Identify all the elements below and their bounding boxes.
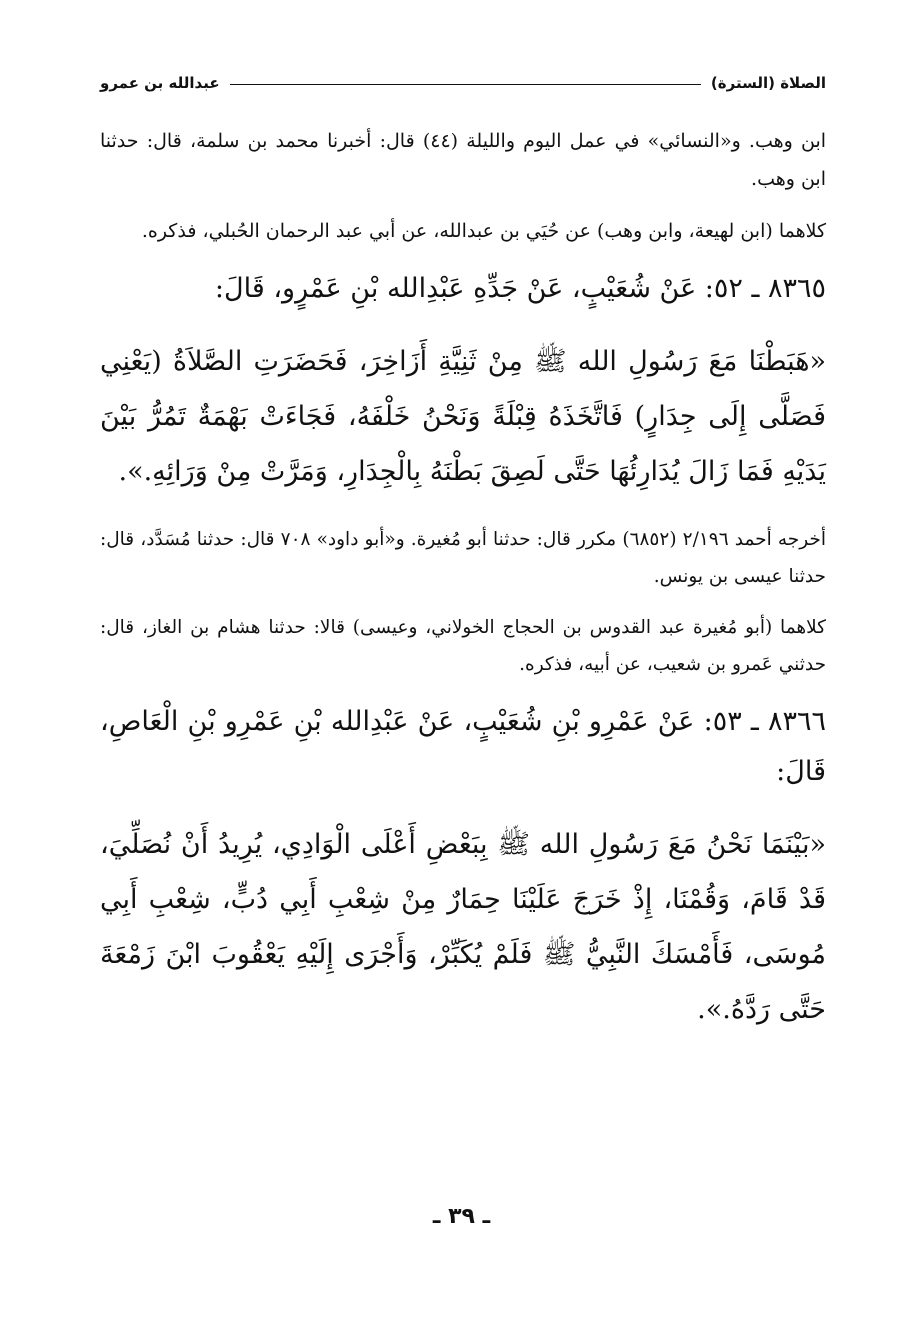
page-body	[100, 122, 826, 1059]
source-note: أخرجه أحمد ٢/١٩٦ (٦٨٥٢) مكرر قال: حدثنا أبو مُغيرة. و«أبو داود» ٧٠٨ قال: حدثنا مُسَدَّد، قال: حدثنا عيسى بن يونس.	[100, 529, 826, 587]
header-narrator: عبدالله بن عمرو	[100, 74, 220, 92]
source-note: كلاهما (أبو مُغيرة عبد القدوس بن الحجاج الخولاني، وعيسى) قالا: حدثنا هشام بن الغاز، قال: حدثني عَمرو بن شعيب، عن أبيه، فذكره.	[100, 617, 826, 675]
page-number: ـ ٣٩ ـ	[432, 1204, 491, 1229]
header-chapter-title: الصلاة (السترة)	[710, 74, 826, 92]
hadith-heading: ٨٣٦٥ ـ ٥٢: عَنْ شُعَيْبٍ، عَنْ جَدِّهِ عَبْدِالله بْنِ عَمْرٍو، قَالَ:	[214, 273, 826, 304]
running-header	[100, 66, 826, 94]
hadith-text: «هَبَطْنَا مَعَ رَسُولِ الله ﷺ مِنْ ثَنِيَّةِ أَزَاخِرَ، فَحَضَرَتِ الصَّلاَةُ (يَعْنِي فَصَلَّى إِلَى جِدَارٍ) فَاتَّخَذَهُ قِبْلَةً وَنَحْنُ خَلْفَهُ، فَجَاءَتْ بَهْمَةٌ تَمُرُّ بَيْنَ يَدَيْهِ فَمَا زَالَ يُدَارِئُهَا حَتَّى لَصِقَ بَطْنَهُ بِالْجِدَارِ، وَمَرَّتْ مِنْ وَرَائِهِ.».	[100, 346, 826, 487]
hadith-text: «بَيْنَمَا نَحْنُ مَعَ رَسُولِ الله ﷺ بِبَعْضِ أَعْلَى الْوَادِي، يُرِيدُ أَنْ نُصَلِّيَ، قَدْ قَامَ، وَقُمْنَا، إِذْ خَرَجَ عَلَيْنَا حِمَارٌ مِنْ شِعْبِ أَبِي دُبٍّ، شِعْبِ أَبِي مُوسَى، فَأَمْسَكَ النَّبِيُّ ﷺ فَلَمْ يُكَبِّرْ، وَأَجْرَى إِلَيْهِ يَعْقُوبَ ابْنَ زَمْعَةَ حَتَّى رَدَّهُ.».	[100, 829, 826, 1025]
header-rule	[230, 84, 701, 85]
source-note: كلاهما (ابن لهيعة، وابن وهب) عن حُيَي بن عبدالله، عن أبي عبد الرحمان الحُبلي، فذكره.	[141, 220, 826, 242]
hadith-heading: ٨٣٦٦ ـ ٥٣: عَنْ عَمْرِو بْنِ شُعَيْبٍ، عَنْ عَبْدِالله بْنِ عَمْرِو بْنِ الْعَاصِ، قَالَ:	[100, 706, 826, 787]
source-note: ابن وهب. و«النسائي» في عمل اليوم والليلة (٤٤) قال: أخبرنا محمد بن سلمة، قال: حدثنا ابن وهب.	[100, 130, 827, 190]
